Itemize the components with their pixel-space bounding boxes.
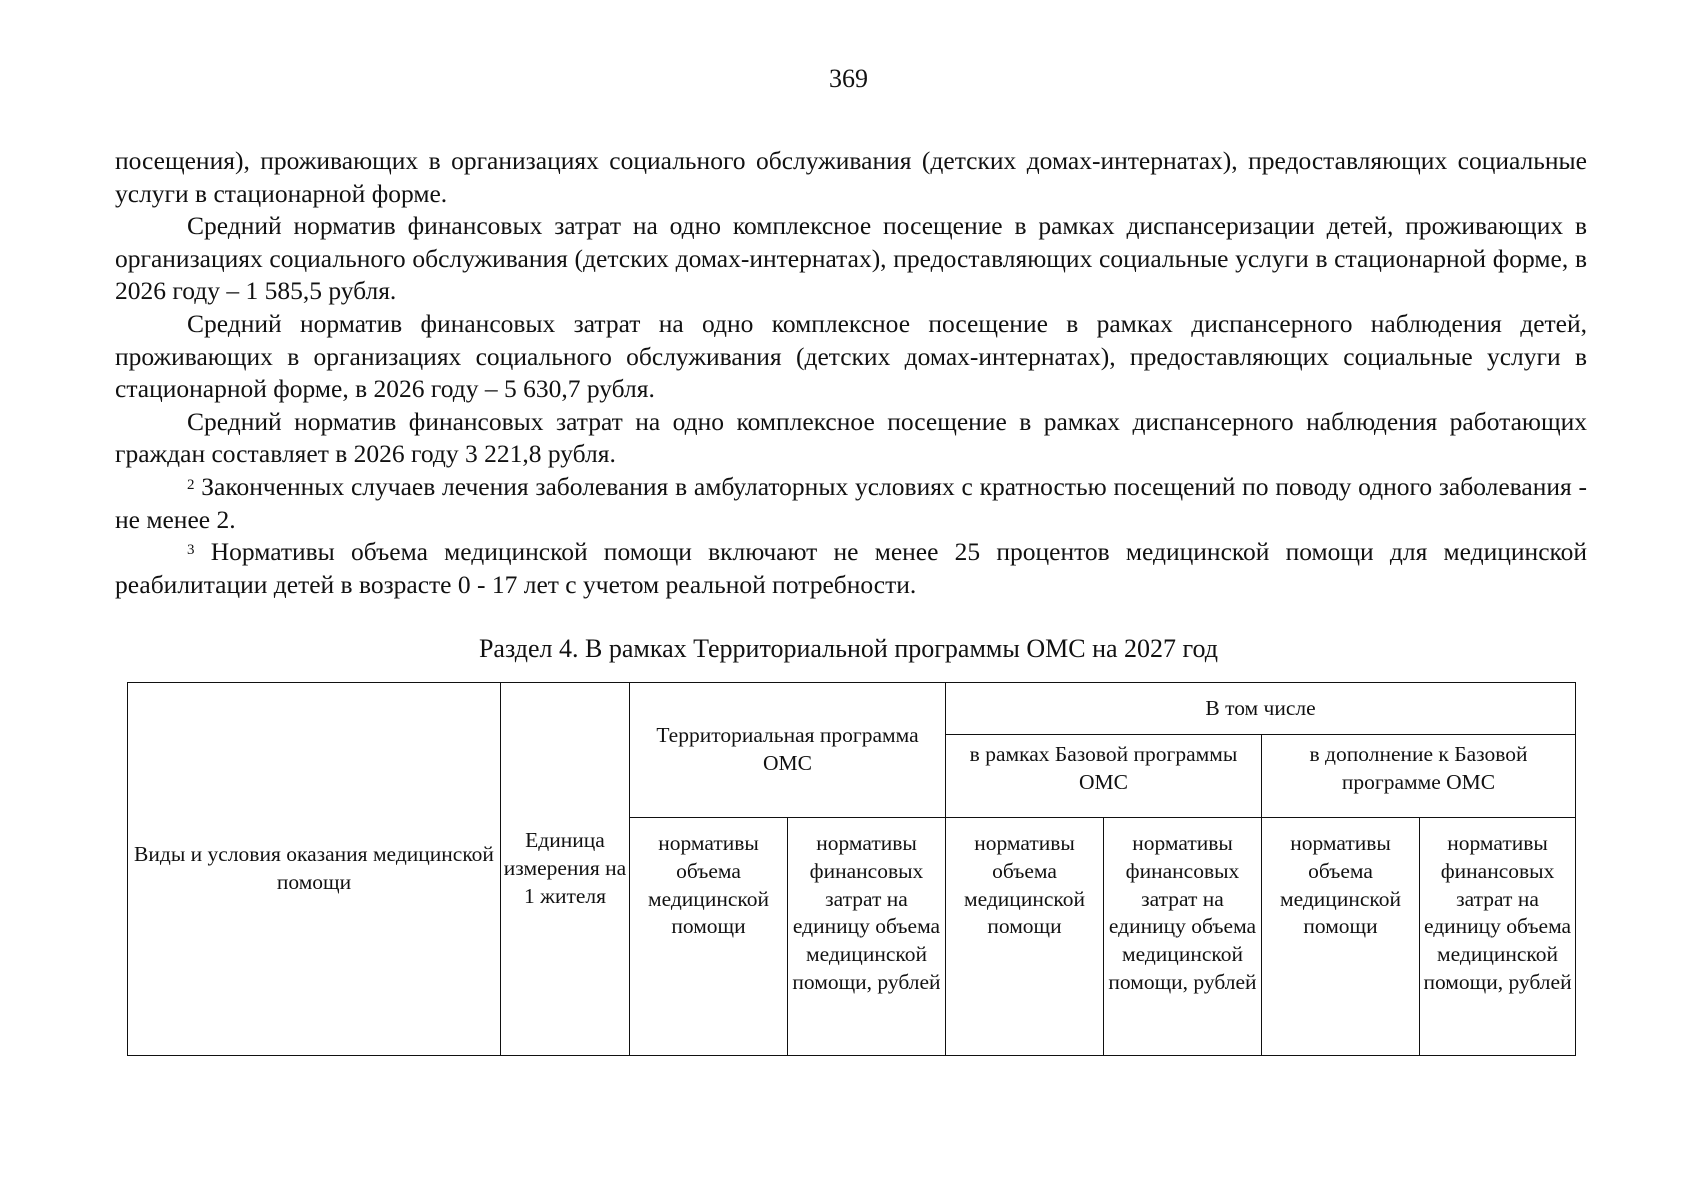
paragraph-2: Средний норматив финансовых затрат на одно комплексное посещение в рамках диспансеризации детей, проживающих в организациях социального обслуживания (детских домах-интернатах), предоставляющих социальные услуги в стационарной форме, в 2026 году – 1 585,5 рубля. <box>115 211 1587 306</box>
header-base-program: в рамках Базовой программы ОМС <box>946 735 1262 818</box>
body-text <box>115 145 1587 601</box>
header-addition-volume-norm: нормативы объема медицинской помощи <box>1262 818 1420 1056</box>
footnote-2 <box>115 471 1587 536</box>
header-types-conditions: Виды и условия оказания медицинской помощи <box>128 683 501 1056</box>
footnote-3 <box>115 536 1587 601</box>
footnote-3-text: Нормативы объема медицинской помощи включают не менее 25 процентов медицинской помощи для медицинской реабилитации детей в возрасте 0 - 17 лет с учетом реальной потребности. <box>115 537 1587 599</box>
paragraph-3: Средний норматив финансовых затрат на одно комплексное посещение в рамках диспансерного наблюдения детей, проживающих в организациях социального обслуживания (детских домах-интернатах), предоставляющих социальные услуги в стационарной форме, в 2026 году – 5 630,7 рубля. <box>115 308 1587 404</box>
paragraph-1: посещения), проживающих в организациях социального обслуживания (детских домах-интернатах), предоставляющих социальные услуги в стационарной форме. <box>115 146 1587 208</box>
header-base-cost-norm: нормативы финансовых затрат на единицу объема медицинской помощи, рублей <box>1104 818 1262 1056</box>
section-title: Раздел 4. В рамках Территориальной программы ОМС на 2027 год <box>478 634 1219 663</box>
header-territorial-program: Территориальная программа ОМС <box>630 683 946 818</box>
header-territorial-cost-norm: нормативы финансовых затрат на единицу объема медицинской помощи, рублей <box>788 818 946 1056</box>
header-territorial-volume-norm: нормативы объема медицинской помощи <box>630 818 788 1056</box>
header-unit: Единица измерения на 1 жителя <box>501 683 630 1056</box>
header-including: В том числе <box>946 683 1576 735</box>
footnote-2-mark: 2 <box>187 476 195 493</box>
paragraph-4: Средний норматив финансовых затрат на одно комплексное посещение в рамках диспансерного наблюдения работающих граждан составляет в 2026 году 3 221,8 рубля. <box>115 406 1587 469</box>
header-addition-program: в дополнение к Базовой программе ОМС <box>1262 735 1576 818</box>
norms-table-header <box>127 682 1576 1056</box>
header-base-volume-norm: нормативы объема медицинской помощи <box>946 818 1104 1056</box>
page-number: 369 <box>829 64 868 93</box>
footnote-3-mark: 3 <box>187 542 195 559</box>
header-addition-cost-norm: нормативы финансовых затрат на единицу объема медицинской помощи, рублей <box>1420 818 1576 1056</box>
footnote-2-text: Законченных случаев лечения заболевания в амбулаторных условиях с кратностью посещений по поводу одного заболевания - не менее 2. <box>115 471 1587 534</box>
